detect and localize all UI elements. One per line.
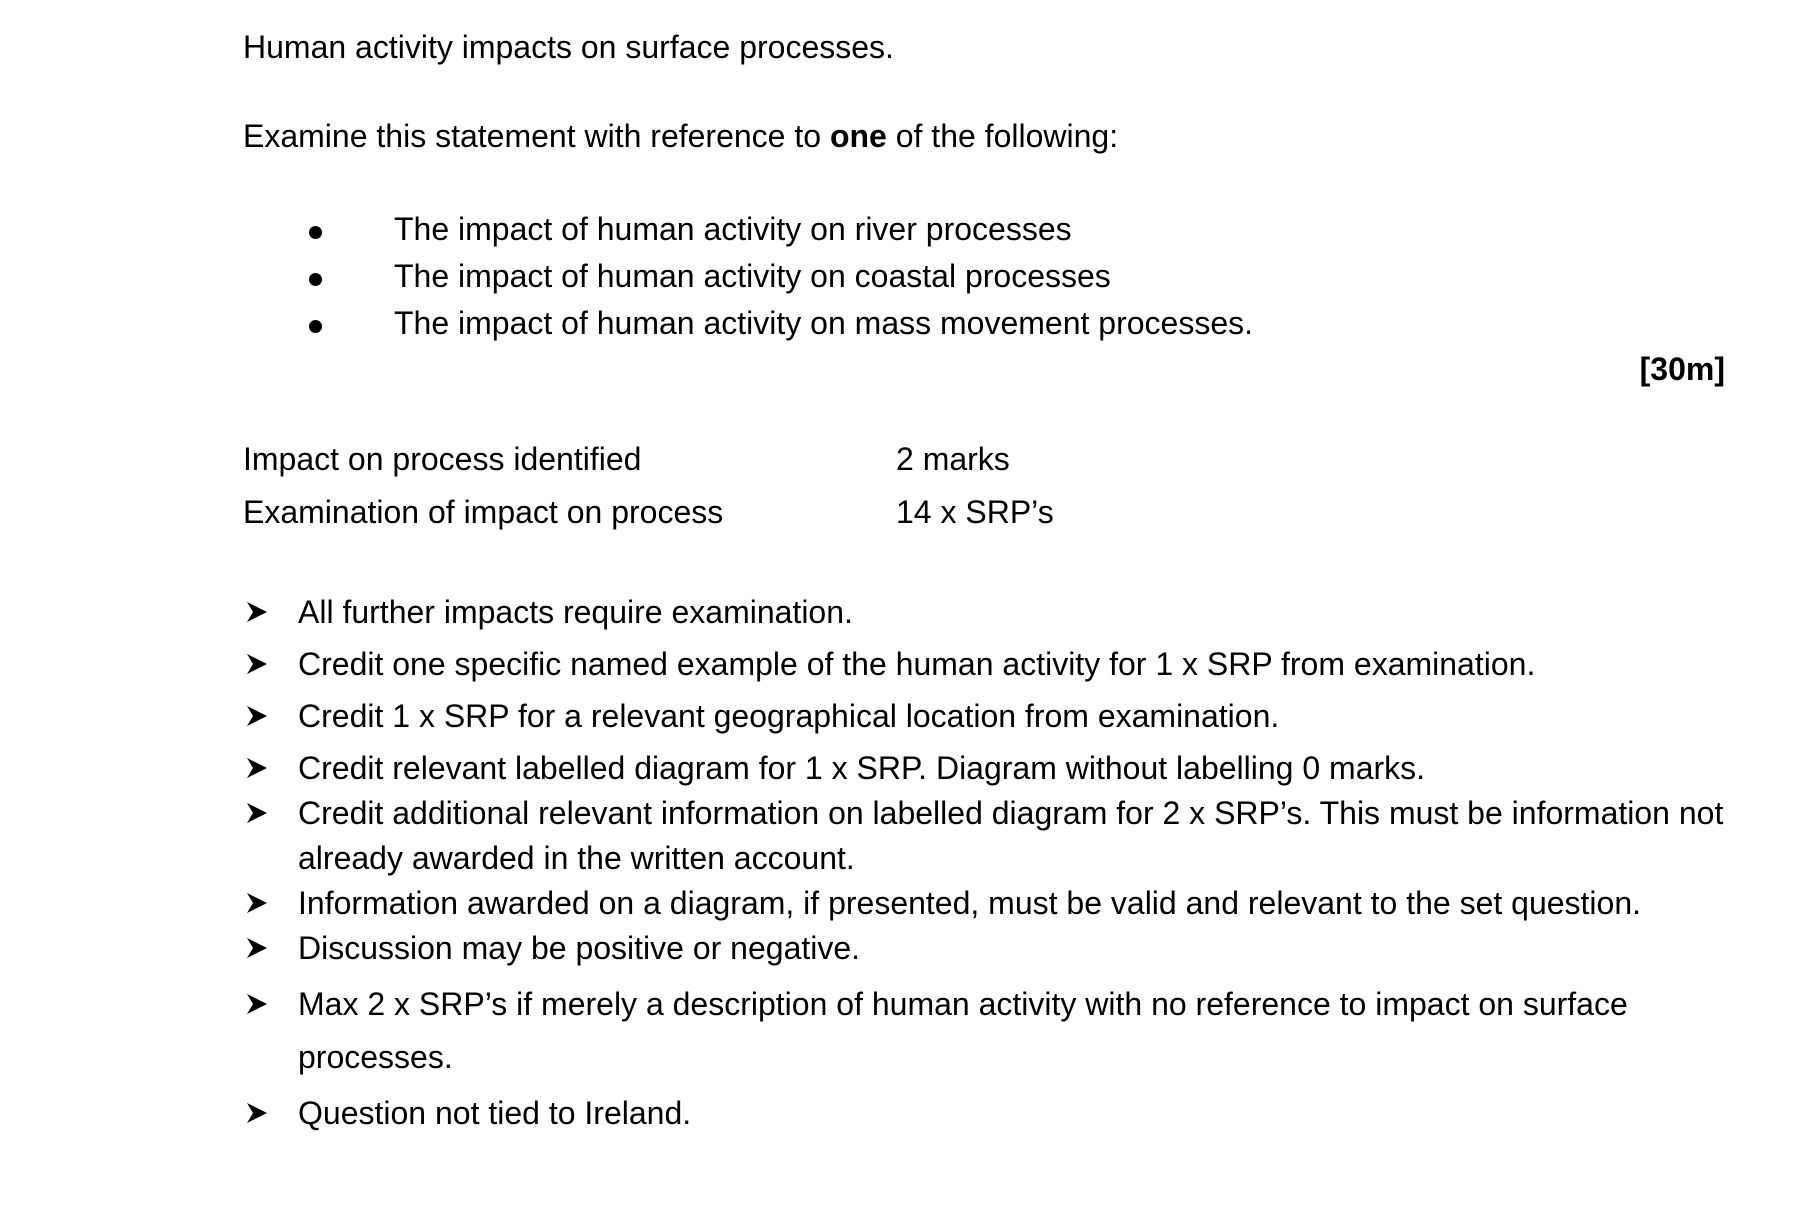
- note-text: All further impacts require examination.: [298, 594, 853, 630]
- option-item: [300, 257, 1253, 304]
- arrowhead-bullet-icon: [245, 704, 269, 728]
- note-text: Max 2 x SRP’s if merely a description of human activity with no reference to impact on surface processes.: [298, 986, 1628, 1075]
- arrowhead-bullet-icon: [245, 936, 269, 960]
- scheme-value: 14 x SRP’s: [896, 494, 1054, 530]
- note-item: [243, 642, 1733, 687]
- question-instruction: [243, 117, 1118, 155]
- instruction-text-before: Examine this statement with reference to: [243, 118, 830, 154]
- bullet-icon: [309, 320, 322, 333]
- scheme-label: Impact on process identified: [243, 441, 642, 477]
- arrowhead-bullet-icon: [245, 756, 269, 780]
- option-text: The impact of human activity on mass movement processes.: [394, 305, 1254, 341]
- note-item: [243, 881, 1733, 926]
- arrowhead-bullet-icon: [245, 992, 269, 1016]
- note-text: Credit relevant labelled diagram for 1 x SRP. Diagram without labelling 0 marks.: [298, 750, 1426, 786]
- note-item: [243, 1091, 1733, 1136]
- note-text: Credit additional relevant information on labelled diagram for 2 x SRP’s. This must be information not already awarded in the written account.: [298, 795, 1724, 876]
- arrowhead-bullet-icon: [245, 1101, 269, 1125]
- question-heading: Human activity impacts on surface processes.: [243, 29, 894, 65]
- note-text: Information awarded on a diagram, if presented, must be valid and relevant to the set question.: [298, 885, 1642, 921]
- option-item: [300, 210, 1253, 257]
- scheme-label: Examination of impact on process: [243, 494, 724, 530]
- marking-notes: [243, 590, 1733, 1136]
- note-text: Credit one specific named example of the human activity for 1 x SRP from examination.: [298, 646, 1536, 682]
- option-list: [300, 210, 1253, 351]
- arrowhead-bullet-icon: [245, 600, 269, 624]
- note-text: Credit 1 x SRP for a relevant geographical location from examination.: [298, 698, 1280, 734]
- note-item: [243, 791, 1733, 881]
- arrowhead-bullet-icon: [245, 801, 269, 825]
- option-text: The impact of human activity on coastal processes: [394, 258, 1111, 294]
- note-item: [243, 746, 1733, 791]
- arrowhead-bullet-icon: [245, 891, 269, 915]
- bullet-icon: [309, 273, 322, 286]
- instruction-text-after: of the following:: [886, 118, 1119, 154]
- note-item: [243, 926, 1733, 971]
- bullet-icon: [309, 226, 322, 239]
- note-text: Question not tied to Ireland.: [298, 1095, 692, 1131]
- arrowhead-bullet-icon: [245, 652, 269, 676]
- instruction-emphasis: one: [829, 118, 887, 154]
- option-text: The impact of human activity on river processes: [394, 211, 1072, 247]
- note-text: Discussion may be positive or negative.: [298, 930, 861, 966]
- note-item: [243, 978, 1733, 1084]
- option-item: [300, 304, 1253, 351]
- note-item: [243, 694, 1733, 739]
- marks-total: [30m]: [1639, 351, 1725, 387]
- note-item: [243, 590, 1733, 635]
- scheme-value: 2 marks: [896, 441, 1010, 477]
